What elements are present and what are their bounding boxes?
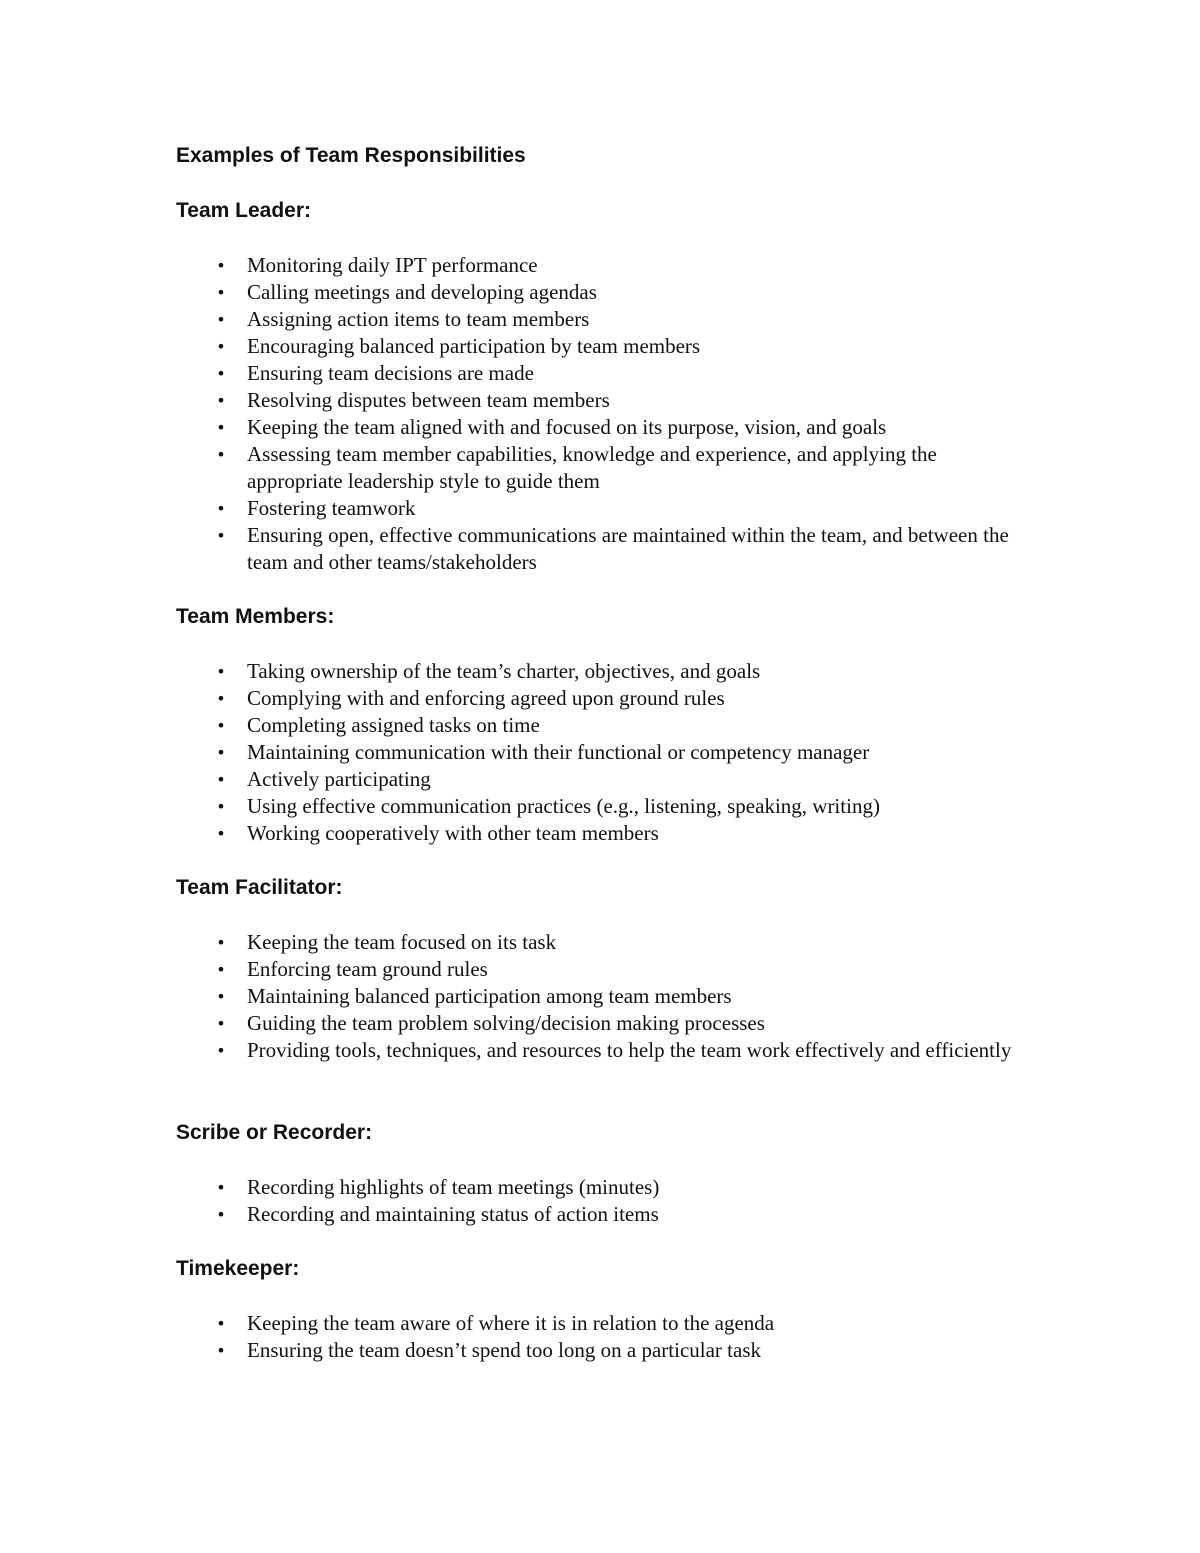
bullet-icon: • xyxy=(216,310,226,329)
list-item-text: Maintaining balanced participation among team members xyxy=(247,984,732,1008)
bullet-icon: • xyxy=(216,1014,226,1033)
list-item-text: Keeping the team aware of where it is in relation to the agenda xyxy=(247,1311,775,1335)
list-item-text: Complying with and enforcing agreed upon ground rules xyxy=(247,686,725,710)
bullet-icon: • xyxy=(216,797,226,816)
list-item-text: Assigning action items to team members xyxy=(247,307,590,331)
section-heading-scribe-or-recorder: Scribe or Recorder: xyxy=(176,1121,373,1144)
list-item-text: Recording highlights of team meetings (minutes) xyxy=(247,1175,660,1199)
list-item-text: Actively participating xyxy=(247,767,431,791)
list-item xyxy=(206,766,1036,793)
list-item xyxy=(206,685,1036,712)
list-item xyxy=(206,1310,1036,1337)
bullet-icon: • xyxy=(216,445,226,464)
list-item-text: Working cooperatively with other team members xyxy=(247,821,659,845)
list-item-text: Assessing team member capabilities, knowledge and experience, and applying the appropriate leadership style to guide them xyxy=(247,442,937,493)
bullet-icon: • xyxy=(216,499,226,518)
list-item-text: Ensuring team decisions are made xyxy=(247,361,534,385)
list-item-text: Maintaining communication with their functional or competency manager xyxy=(247,740,870,764)
list-item-text: Keeping the team aligned with and focused on its purpose, vision, and goals xyxy=(247,415,887,439)
list-item xyxy=(206,1010,1036,1037)
list-item xyxy=(206,522,1036,576)
bullet-icon: • xyxy=(216,743,226,762)
team-members-list xyxy=(206,658,1036,847)
section-heading-team-leader: Team Leader: xyxy=(176,199,311,222)
list-item-text: Completing assigned tasks on time xyxy=(247,713,540,737)
list-item xyxy=(206,1337,1036,1364)
list-item-text: Using effective communication practices (e.g., listening, speaking, writing) xyxy=(247,794,880,818)
bullet-icon: • xyxy=(216,933,226,952)
bullet-icon: • xyxy=(216,1314,226,1333)
list-item-text: Enforcing team ground rules xyxy=(247,957,488,981)
list-item-text: Keeping the team focused on its task xyxy=(247,930,557,954)
bullet-icon: • xyxy=(216,337,226,356)
bullet-icon: • xyxy=(216,1041,226,1060)
list-item xyxy=(206,495,1036,522)
list-item-text: Monitoring daily IPT performance xyxy=(247,253,538,277)
bullet-icon: • xyxy=(216,256,226,275)
list-item xyxy=(206,956,1036,983)
list-item xyxy=(206,658,1036,685)
list-item-text: Resolving disputes between team members xyxy=(247,388,610,412)
bullet-icon: • xyxy=(216,824,226,843)
list-item xyxy=(206,279,1036,306)
bullet-icon: • xyxy=(216,283,226,302)
bullet-icon: • xyxy=(216,960,226,979)
list-item-text: Guiding the team problem solving/decision making processes xyxy=(247,1011,765,1035)
list-item xyxy=(206,414,1036,441)
list-item xyxy=(206,1174,1036,1201)
scribe-or-recorder-list xyxy=(206,1174,1036,1228)
document-title: Examples of Team Responsibilities xyxy=(176,144,526,167)
list-item xyxy=(206,929,1036,956)
list-item-text: Calling meetings and developing agendas xyxy=(247,280,597,304)
bullet-icon: • xyxy=(216,391,226,410)
list-item-text: Taking ownership of the team’s charter, objectives, and goals xyxy=(247,659,761,683)
list-item xyxy=(206,1201,1036,1228)
list-item xyxy=(206,820,1036,847)
bullet-icon: • xyxy=(216,662,226,681)
list-item xyxy=(206,712,1036,739)
list-item-text: Encouraging balanced participation by team members xyxy=(247,334,701,358)
list-item xyxy=(206,983,1036,1010)
list-item-text: Fostering teamwork xyxy=(247,496,416,520)
bullet-icon: • xyxy=(216,526,226,545)
section-heading-team-facilitator: Team Facilitator: xyxy=(176,876,343,899)
bullet-icon: • xyxy=(216,770,226,789)
list-item-text: Ensuring open, effective communications are maintained within the team, and between the team and other teams/stakeholders xyxy=(247,523,1009,574)
list-item-text: Ensuring the team doesn’t spend too long on a particular task xyxy=(247,1338,761,1362)
bullet-icon: • xyxy=(216,1205,226,1224)
bullet-icon: • xyxy=(216,716,226,735)
list-item xyxy=(206,739,1036,766)
timekeeper-list xyxy=(206,1310,1036,1364)
team-facilitator-list xyxy=(206,929,1036,1064)
section-heading-timekeeper: Timekeeper: xyxy=(176,1257,300,1280)
bullet-icon: • xyxy=(216,1341,226,1360)
bullet-icon: • xyxy=(216,364,226,383)
list-item xyxy=(206,333,1036,360)
bullet-icon: • xyxy=(216,689,226,708)
list-item xyxy=(206,306,1036,333)
team-leader-list xyxy=(206,252,1036,576)
bullet-icon: • xyxy=(216,987,226,1006)
list-item-text: Providing tools, techniques, and resources to help the team work effectively and efficiently xyxy=(247,1038,1012,1062)
list-item xyxy=(206,387,1036,414)
list-item xyxy=(206,793,1036,820)
bullet-icon: • xyxy=(216,1178,226,1197)
list-item xyxy=(206,252,1036,279)
list-item xyxy=(206,1037,1036,1064)
list-item-text: Recording and maintaining status of action items xyxy=(247,1202,659,1226)
list-item xyxy=(206,360,1036,387)
list-item xyxy=(206,441,1036,495)
section-heading-team-members: Team Members: xyxy=(176,605,335,628)
bullet-icon: • xyxy=(216,418,226,437)
